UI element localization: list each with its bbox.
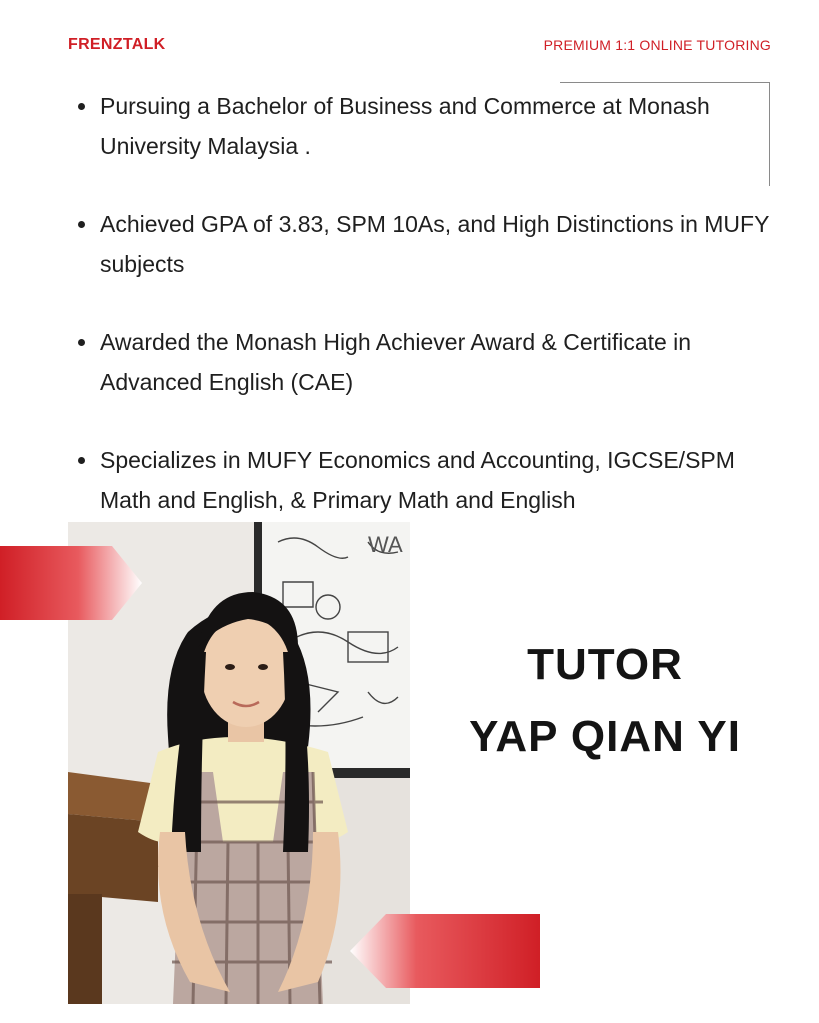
svg-text:WA: WA bbox=[368, 532, 403, 557]
tutor-title: TUTOR bbox=[527, 640, 683, 689]
arrow-left-icon bbox=[350, 914, 540, 988]
qualification-item: Pursuing a Bachelor of Business and Commerce at Monash University Malaysia . bbox=[76, 86, 776, 166]
qualification-item: Achieved GPA of 3.83, SPM 10As, and High Distinctions in MUFY subjects bbox=[76, 204, 776, 284]
arrow-right-icon bbox=[0, 546, 142, 620]
qualification-item: Specializes in MUFY Economics and Accounting, IGCSE/SPM Math and English, & Primary Math and English bbox=[76, 440, 776, 520]
header-tagline: PREMIUM 1:1 ONLINE TUTORING bbox=[543, 37, 771, 53]
tutor-name: YAP QIAN YI bbox=[469, 712, 741, 761]
brand-logo-text: FRENZTALK bbox=[68, 36, 166, 53]
qualifications-list bbox=[76, 86, 776, 558]
qualification-item: Awarded the Monash High Achiever Award & Certificate in Advanced English (CAE) bbox=[76, 322, 776, 402]
